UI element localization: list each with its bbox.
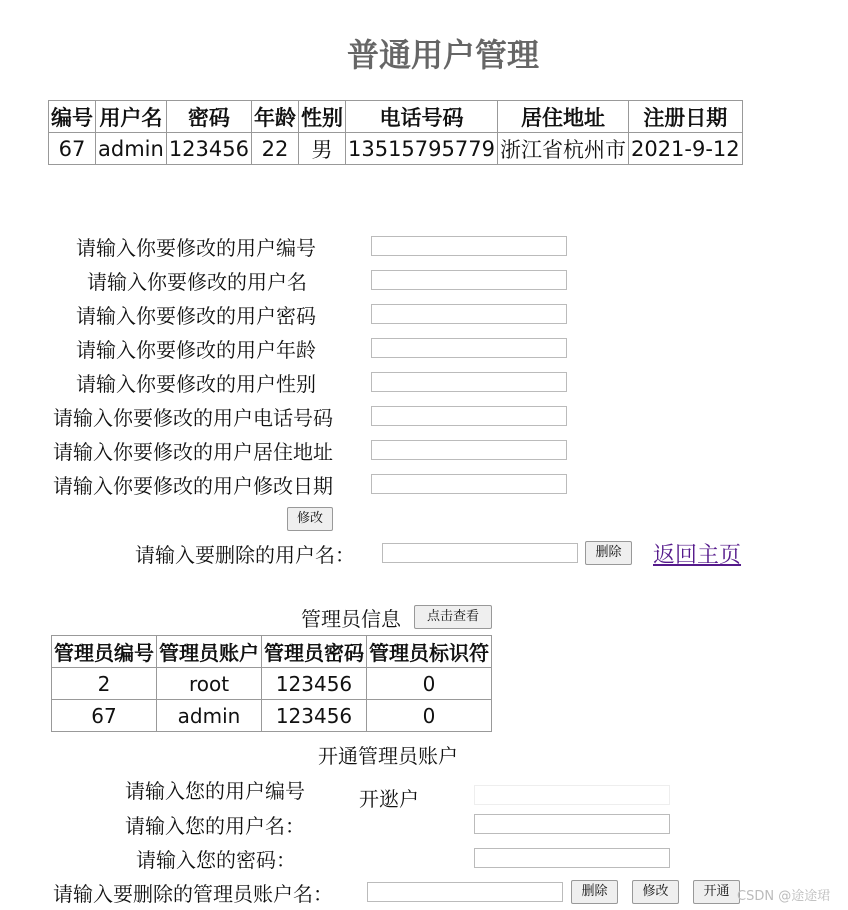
table-row xyxy=(49,133,743,165)
cell-password: 123456 xyxy=(166,133,251,165)
cell-admin-id: 67 xyxy=(52,700,157,732)
delete-admin-button[interactable]: 删除 xyxy=(571,880,618,904)
modify-gender-input[interactable] xyxy=(371,372,567,392)
cell-admin-password: 123456 xyxy=(262,700,367,732)
modify-gender-label: 请输入你要修改的用户性别 xyxy=(76,372,316,396)
modify-address-label: 请输入你要修改的用户居住地址 xyxy=(53,440,333,464)
open-admin-username-input[interactable] xyxy=(474,814,670,834)
modify-id-label: 请输入你要修改的用户编号 xyxy=(76,236,316,260)
open-admin-password-label: 请输入您的密码： xyxy=(136,848,296,872)
delete-user-label: 请输入要删除的用户名： xyxy=(135,543,355,567)
admin-info-title: 管理员信息 xyxy=(301,607,401,631)
cell-admin-account: root xyxy=(157,668,262,700)
user-table xyxy=(48,100,743,165)
modify-address-input[interactable] xyxy=(371,440,567,460)
open-admin-password-input[interactable] xyxy=(474,848,670,868)
table-row xyxy=(52,700,492,732)
col-header-password: 密码 xyxy=(166,101,251,133)
cell-phone: 13515795779 xyxy=(345,133,497,165)
cell-age: 22 xyxy=(251,133,298,165)
modify-password-label: 请输入你要修改的用户密码 xyxy=(76,304,316,328)
modify-id-input[interactable] xyxy=(371,236,567,256)
open-admin-title: 开通管理员账户 xyxy=(318,744,458,768)
col-header-phone: 电话号码 xyxy=(345,101,497,133)
cell-gender: 男 xyxy=(298,133,345,165)
modify-date-input[interactable] xyxy=(371,474,567,494)
col-header-address: 居住地址 xyxy=(497,101,628,133)
modify-age-label: 请输入你要修改的用户年龄 xyxy=(76,338,316,362)
modify-admin-button[interactable]: 修改 xyxy=(632,880,679,904)
home-link[interactable]: 返回主页 xyxy=(653,543,742,568)
table-row xyxy=(52,668,492,700)
cell-username: admin xyxy=(96,133,167,165)
user-table-header-row xyxy=(49,101,743,133)
modify-age-input[interactable] xyxy=(371,338,567,358)
cell-admin-flag: 0 xyxy=(367,700,492,732)
col-header-age: 年龄 xyxy=(251,101,298,133)
view-admin-button[interactable]: 点击查看 xyxy=(414,605,492,629)
cell-admin-account: admin xyxy=(157,700,262,732)
open-admin-id-label: 请输入您的用户编号 xyxy=(125,779,305,803)
modify-password-input[interactable] xyxy=(371,304,567,324)
col-header-admin-account: 管理员账户 xyxy=(157,636,262,668)
open-account-text: 开逖户 xyxy=(359,787,419,811)
cell-id: 67 xyxy=(49,133,96,165)
admin-table xyxy=(51,635,492,732)
open-admin-username-label: 请输入您的用户名： xyxy=(125,814,305,838)
open-admin-id-input[interactable] xyxy=(474,785,670,805)
col-header-admin-id: 管理员编号 xyxy=(52,636,157,668)
watermark: CSDN @途途珺 xyxy=(737,889,831,904)
page-title: 普通用户管理 xyxy=(346,36,539,74)
cell-admin-flag: 0 xyxy=(367,668,492,700)
col-header-admin-password: 管理员密码 xyxy=(262,636,367,668)
modify-username-input[interactable] xyxy=(371,270,567,290)
delete-admin-input[interactable] xyxy=(367,882,563,902)
modify-phone-label: 请输入你要修改的用户电话号码 xyxy=(53,406,333,430)
col-header-reg-date: 注册日期 xyxy=(628,101,742,133)
delete-user-button[interactable]: 删除 xyxy=(585,541,632,565)
modify-button[interactable]: 修改 xyxy=(287,507,333,531)
modify-username-label: 请输入你要修改的用户名 xyxy=(87,270,307,294)
modify-date-label: 请输入你要修改的用户修改日期 xyxy=(53,474,333,498)
admin-table-header-row xyxy=(52,636,492,668)
cell-address: 浙江省杭州市 xyxy=(497,133,628,165)
col-header-id: 编号 xyxy=(49,101,96,133)
cell-admin-id: 2 xyxy=(52,668,157,700)
modify-phone-input[interactable] xyxy=(371,406,567,426)
cell-admin-password: 123456 xyxy=(262,668,367,700)
delete-user-input[interactable] xyxy=(382,543,578,563)
col-header-admin-flag: 管理员标识符 xyxy=(367,636,492,668)
delete-admin-label: 请输入要删除的管理员账户名： xyxy=(53,882,333,906)
open-admin-button[interactable]: 开通 xyxy=(693,880,740,904)
cell-reg-date: 2021-9-12 xyxy=(628,133,742,165)
col-header-gender: 性别 xyxy=(298,101,345,133)
col-header-username: 用户名 xyxy=(96,101,167,133)
